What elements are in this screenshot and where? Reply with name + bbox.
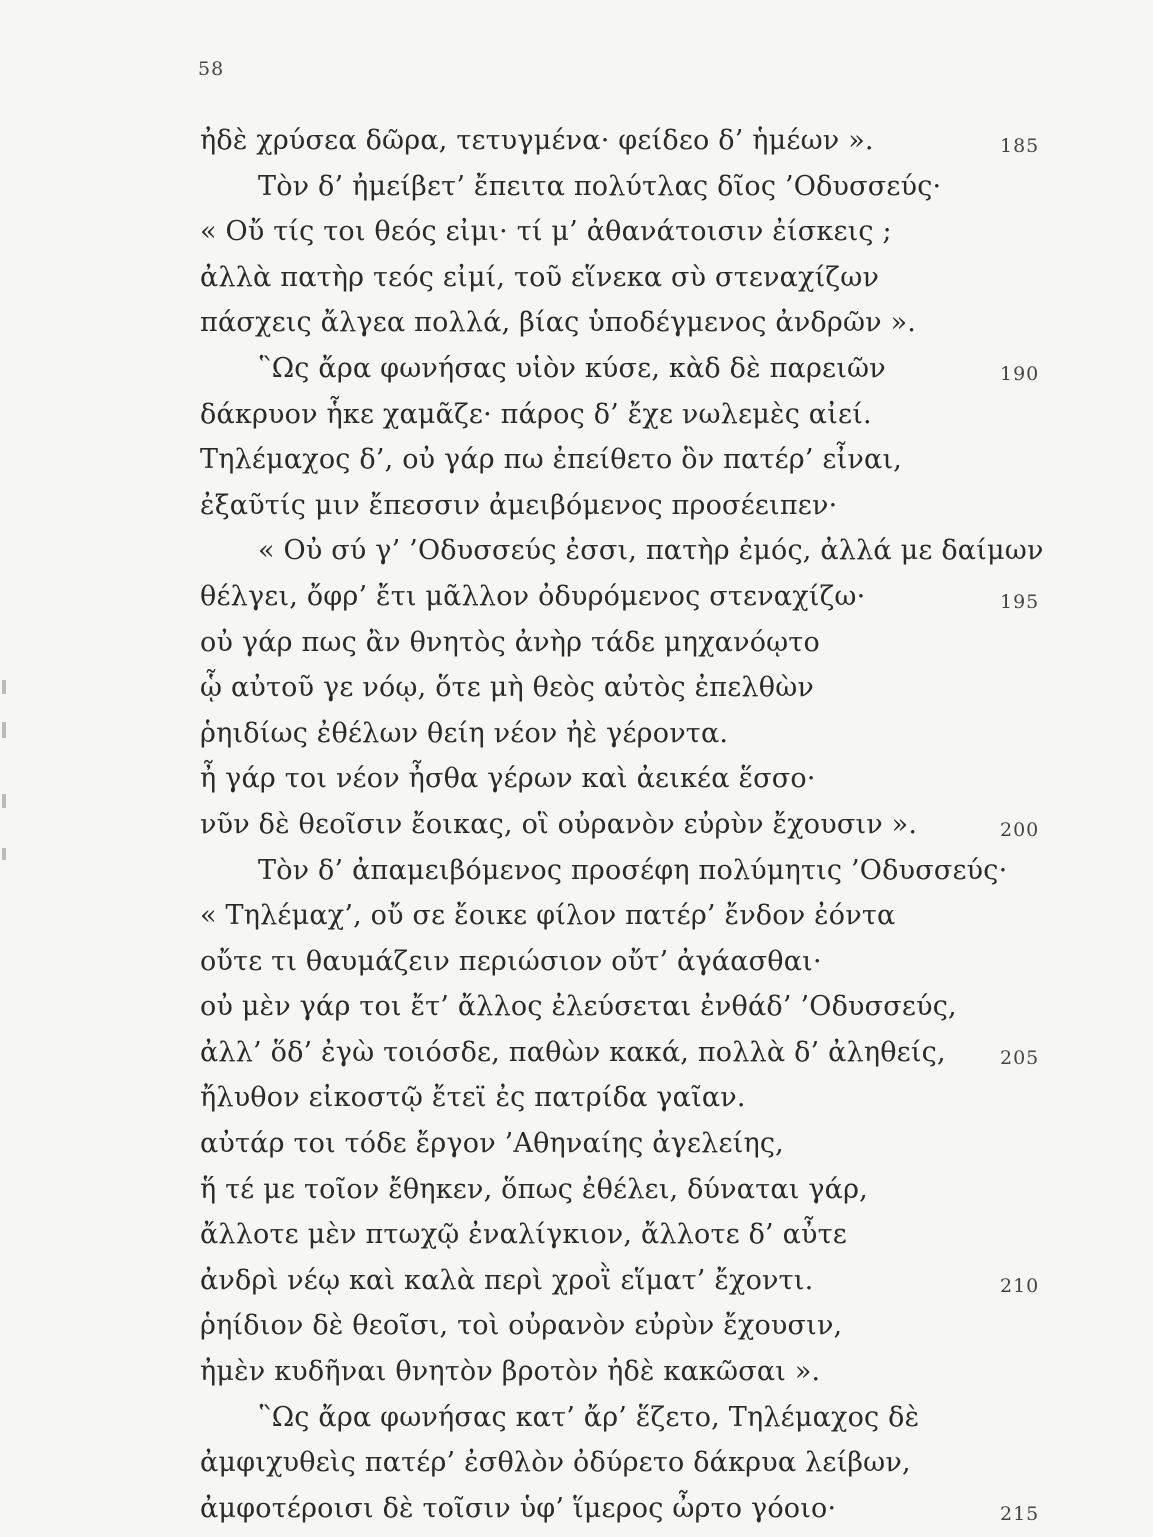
verse-text: ἠμὲν κυδῆναι θνητὸν βροτὸν ἠδὲ κακῶσαι ». — [200, 1356, 821, 1388]
verse-line — [200, 118, 1060, 164]
verse-line — [200, 1258, 1060, 1304]
verse-line — [200, 1075, 1060, 1121]
verse-text: ἠδὲ χρύσεα δῶρα, τετυγμένα· φείδεο δ’ ἡμέων ». — [200, 125, 874, 156]
verse-line — [200, 939, 1060, 985]
verse-block — [200, 118, 1060, 1531]
verse-line — [200, 893, 1060, 939]
verse-line — [200, 1167, 1060, 1213]
verse-line — [200, 528, 1060, 574]
line-number: 210 — [1000, 1274, 1040, 1297]
line-number: 185 — [1000, 135, 1040, 157]
verse-text: ἀνδρὶ νέῳ καὶ καλὰ περὶ χροῒ εἵματ’ ἔχοντι. — [200, 1264, 814, 1296]
line-number: 205 — [1000, 1046, 1040, 1069]
verse-text: ᾧ αὐτοῦ γε νόῳ, ὅτε μὴ θεὸς αὐτὸς ἐπελθὼν — [200, 672, 815, 704]
verse-text: οὐ γάρ πως ἂν θνητὸς ἀνὴρ τάδε μηχανόῳτο — [200, 626, 820, 658]
verse-line — [200, 164, 1060, 210]
verse-text: Τὸν δ’ ἠμείβετ’ ἔπειτα πολύτλας δῖος ’Οδυσσεύς· — [258, 170, 942, 202]
verse-line — [200, 1030, 1060, 1076]
verse-text: νῦν δὲ θεοῖσιν ἔοικας, οἳ οὐρανὸν εὐρὺν ἔχουσιν ». — [200, 808, 918, 840]
verse-text: ἐξαῦτίς μιν ἔπεσσιν ἀμειβόμενος προσέειπεν· — [200, 489, 838, 521]
verse-text: « Οὐ σύ γ’ ’Οδυσσεύς ἐσσι, πατὴρ ἐμός, ἀλλά με δαίμων — [258, 535, 1044, 567]
verse-text: « Τηλέμαχ’, οὔ σε ἔοικε φίλον πατέρ’ ἔνδον ἐόντα — [200, 900, 896, 932]
verse-text: ἤλυθον εἰκοστῷ ἔτεϊ ἐς πατρίδα γαῖαν. — [200, 1082, 746, 1114]
verse-line — [200, 300, 1060, 346]
verse-line — [200, 711, 1060, 757]
verse-text: ἀλλὰ πατὴρ τεός εἰμί, τοῦ εἵνεκα σὺ στεναχίζων — [200, 261, 880, 293]
verse-text: αὐτάρ τοι τόδε ἔργον ’Αθηναίης ἀγελείης, — [200, 1128, 784, 1160]
verse-text: ἀλλ’ ὅδ’ ἐγὼ τοιόσδε, παθὼν κακά, πολλὰ δ’ ἀληθείς, — [200, 1036, 946, 1068]
verse-text: ἀμφοτέροισι δὲ τοῖσιν ὑφ’ ἵμερος ὦρτο γόοιο· — [200, 1492, 837, 1524]
verse-text: οὐ μὲν γάρ τοι ἔτ’ ἄλλος ἐλεύσεται ἐνθάδ’ ’Οδυσσεύς, — [200, 991, 957, 1023]
binding-mark — [2, 794, 6, 808]
verse-text: ῝Ως ἄρα φωνήσας κατ’ ἄρ’ ἕζετο, Τηλέμαχος δὲ — [258, 1401, 920, 1433]
verse-line — [200, 255, 1060, 301]
page-number: 58 — [198, 58, 225, 80]
verse-line — [200, 1486, 1060, 1532]
verse-text: ἦ γάρ τοι νέον ἦσθα γέρων καὶ ἀεικέα ἕσσο· — [200, 763, 816, 795]
verse-line — [200, 1395, 1060, 1441]
verse-line — [200, 574, 1060, 620]
binding-mark — [2, 722, 6, 738]
verse-text: ἀμφιχυθεὶς πατέρ’ ἐσθλὸν ὀδύρετο δάκρυα λείβων, — [200, 1447, 911, 1479]
verse-line — [200, 392, 1060, 438]
verse-text: ἄλλοτε μὲν πτωχῷ ἐναλίγκιον, ἄλλοτε δ’ αὖτε — [200, 1219, 847, 1251]
verse-line — [200, 848, 1060, 894]
line-number: 195 — [1000, 590, 1040, 613]
binding-mark — [2, 848, 6, 860]
line-number: 190 — [1000, 362, 1040, 385]
verse-line — [200, 984, 1060, 1030]
verse-line — [200, 1121, 1060, 1167]
verse-line — [200, 620, 1060, 666]
verse-text: πάσχεις ἄλγεα πολλά, βίας ὑποδέγμενος ἀνδρῶν ». — [200, 307, 917, 339]
verse-text: Τηλέμαχος δ’, οὐ γάρ πω ἐπείθετο ὃν πατέρ’ εἶναι, — [200, 444, 903, 476]
verse-text: θέλγει, ὄφρ’ ἔτι μᾶλλον ὀδυρόμενος στεναχίζω· — [200, 580, 866, 612]
verse-text: Τὸν δ’ ἀπαμειβόμενος προσέφη πολύμητις ’Οδυσσεύς· — [258, 854, 1008, 886]
verse-text: ῝Ως ἄρα φωνήσας υἱὸν κύσε, κὰδ δὲ παρειῶν — [258, 352, 886, 384]
verse-text: « Οὔ τίς τοι θεός εἰμι· τί μ’ ἀθανάτοισιν ἐίσκεις ; — [200, 216, 892, 248]
verse-line — [200, 483, 1060, 529]
line-number: 215 — [1000, 1502, 1040, 1525]
verse-line — [200, 1440, 1060, 1486]
verse-line — [200, 346, 1060, 392]
verse-line — [200, 209, 1060, 255]
verse-line — [200, 802, 1060, 848]
verse-line — [200, 1303, 1060, 1349]
verse-line — [200, 756, 1060, 802]
verse-text: ῥηιδίως ἐθέλων θείη νέον ἠὲ γέροντα. — [200, 717, 729, 749]
verse-text: δάκρυον ἧκε χαμᾶζε· πάρος δ’ ἔχε νωλεμὲς αἰεί. — [200, 398, 872, 430]
verse-text: οὔτε τι θαυμάζειν περιώσιον οὔτ’ ἀγάασθαι· — [200, 945, 822, 977]
verse-line — [200, 1349, 1060, 1395]
verse-line — [200, 665, 1060, 711]
binding-mark — [2, 680, 6, 694]
verse-line — [200, 1212, 1060, 1258]
verse-text: ἥ τέ με τοῖον ἔθηκεν, ὅπως ἐθέλει, δύναται γάρ, — [200, 1173, 868, 1205]
verse-text: ῥηίδιον δὲ θεοῖσι, τοὶ οὐρανὸν εὐρὺν ἔχουσιν, — [200, 1310, 843, 1342]
line-number: 200 — [1000, 818, 1040, 841]
verse-line — [200, 437, 1060, 483]
